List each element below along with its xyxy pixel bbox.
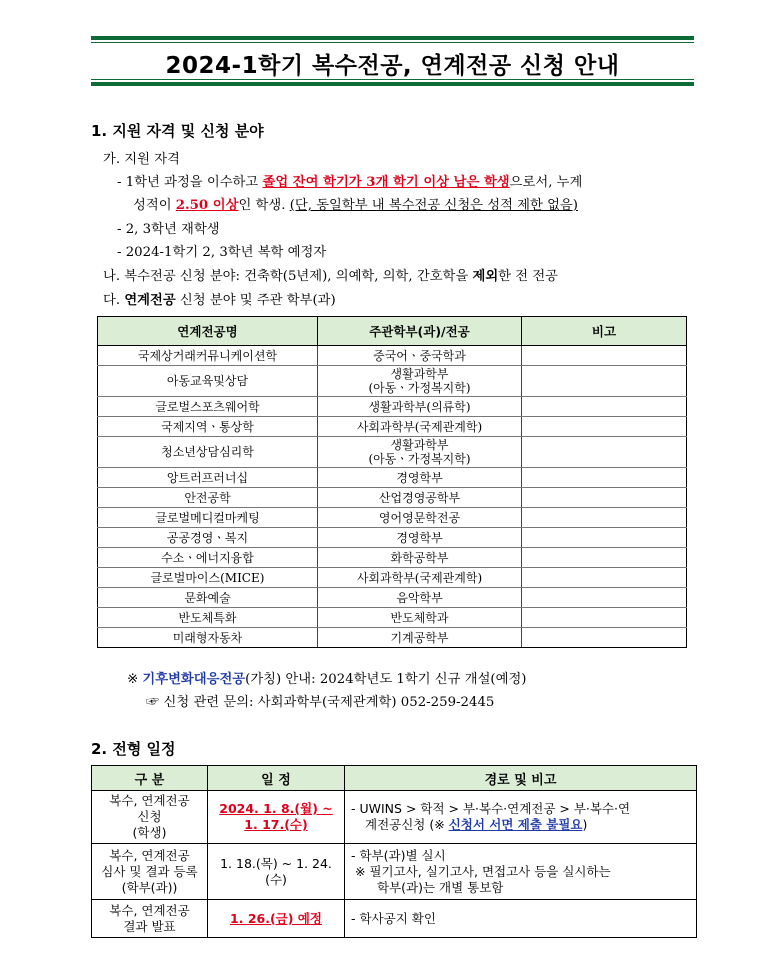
header-remarks: 비고: [522, 317, 687, 346]
highlight-remaining-semesters: 졸업 잔여 학기가 3개 학기 이상 남은 학생: [262, 175, 510, 190]
climate-major-note: [127, 668, 526, 687]
table-row: [98, 437, 687, 468]
text: - 1학년 과정을 이수하고: [117, 175, 263, 190]
text: - 학부(과)별 실시: [351, 847, 446, 863]
cell-department: 기계공학부: [318, 628, 522, 648]
note-mark: ※: [127, 672, 143, 687]
table-row: [92, 900, 697, 938]
cell-major-name: 글로벌스포츠웨어학: [98, 397, 318, 417]
cell-department: 사회과학부(국제관계학): [318, 568, 522, 588]
table-row: [98, 628, 687, 648]
text: 으로서, 누계: [509, 175, 583, 190]
gpa-exception-note: (단, 동일학부 내 복수전공 신청은 성적 제한 없음): [289, 198, 578, 213]
cell-department: 화학공학부: [318, 548, 522, 568]
qualification-2: - 2, 3학년 재학생: [117, 222, 220, 237]
title-banner: [91, 36, 694, 86]
title-bottom-bar: [91, 82, 694, 86]
text: 계전공신청 (※: [365, 817, 449, 832]
sub-heading-da: [103, 289, 336, 308]
table-row: [98, 528, 687, 548]
cell-major-name: 수소ㆍ에너지융합: [98, 548, 318, 568]
table-row: [98, 548, 687, 568]
text: 한 전 전공: [498, 269, 559, 284]
title-top-thin-bar: [91, 42, 694, 43]
table-row: [98, 366, 687, 397]
cell-major-name: 글로벌메디컬마케팅: [98, 508, 318, 528]
cell-department: 경영학부: [318, 528, 522, 548]
highlight-gpa: 2.50 이상: [175, 198, 239, 213]
cell-remarks: [522, 468, 687, 488]
cell-remarks: [522, 508, 687, 528]
table-row: [98, 417, 687, 437]
table-header-row: [92, 766, 697, 791]
contact-note: ☞ 신청 관련 문의: 사회과학부(국제관계학) 052-259-2445: [146, 695, 495, 710]
title-bottom-thin-bar: [91, 79, 694, 80]
table-row: [98, 608, 687, 628]
table-row: [92, 791, 697, 844]
sub-heading-na: [103, 265, 558, 284]
page-title: 2024-1학기 복수전공, 연계전공 신청 안내: [165, 53, 620, 79]
cell-major-name: 반도체특화: [98, 608, 318, 628]
text: 다.: [103, 293, 125, 308]
excluded-emphasis: 제외: [472, 269, 499, 284]
linked-major-table: [97, 316, 687, 648]
table-header-row: [98, 317, 687, 346]
row3-note: - 학사공지 확인: [345, 900, 697, 938]
text: 나. 복수전공 신청 분야: 건축학(5년제), 의예학, 의학, 간호학을: [103, 269, 473, 284]
cell-department: 생활과학부 (아동ㆍ가정복지학): [318, 437, 522, 468]
cell-remarks: [522, 608, 687, 628]
table-row: [98, 468, 687, 488]
cell-major-name: 글로벌마이스(MICE): [98, 568, 318, 588]
cell-remarks: [522, 568, 687, 588]
text: - UWINS > 학적 > 부·복수·연계전공 > 부·복수·연: [351, 801, 631, 816]
cell-department: 영어영문학전공: [318, 508, 522, 528]
cell-major-name: 공공경영ㆍ복지: [98, 528, 318, 548]
row3-date: 1. 26.(금) 예정: [208, 900, 345, 938]
table-row: [98, 588, 687, 608]
cell-major-name: 앙트러프러너십: [98, 468, 318, 488]
text: [351, 817, 690, 833]
cell-department: 생활과학부 (아동ㆍ가정복지학): [318, 366, 522, 397]
no-paper-submission: 신청서 서면 제출 불필요: [448, 817, 583, 832]
qualification-1-line1: [117, 171, 582, 190]
schedule-table: [91, 765, 697, 938]
cell-major-name: 아동교육및상담: [98, 366, 318, 397]
cell-department: 사회과학부(국제관계학): [318, 417, 522, 437]
table-row: [98, 346, 687, 366]
qualification-1-line2: [133, 194, 578, 213]
row1-label: 복수, 연계전공 신청 (학생): [92, 791, 208, 844]
cell-major-name: 안전공학: [98, 488, 318, 508]
text: ): [582, 817, 588, 832]
cell-major-name: 문화예술: [98, 588, 318, 608]
cell-remarks: [522, 628, 687, 648]
table-row: [98, 397, 687, 417]
cell-remarks: [522, 417, 687, 437]
row1-date: 2024. 1. 8.(월) ~ 1. 17.(수): [208, 791, 345, 844]
cell-remarks: [522, 346, 687, 366]
cell-department: 음악학부: [318, 588, 522, 608]
table-row: [92, 844, 697, 900]
qualification-3: - 2024-1학기 2, 3학년 복학 예정자: [117, 245, 327, 260]
row1-note: [345, 791, 697, 844]
text: ※ 필기고사, 실기고사, 면접고사 등을 실시하는: [355, 863, 611, 879]
cell-major-name: 국제상거래커뮤니케이션학: [98, 346, 318, 366]
text: (가칭) 안내: 2024학년도 1학기 신규 개설(예정): [245, 672, 527, 687]
cell-department: 반도체학과: [318, 608, 522, 628]
cell-department: 산업경영공학부: [318, 488, 522, 508]
text: 성적이: [133, 198, 176, 213]
linked-major-emphasis: 연계전공: [124, 293, 176, 308]
header-major-name: 연계전공명: [98, 317, 318, 346]
header-schedule: 일 정: [208, 766, 345, 791]
climate-major-name: 기후변화대응전공: [142, 672, 246, 687]
cell-remarks: [522, 366, 687, 397]
cell-remarks: [522, 488, 687, 508]
cell-major-name: 청소년상담심리학: [98, 437, 318, 468]
header-route-remarks: 경로 및 비고: [345, 766, 697, 791]
header-department: 주관학부(과)/전공: [318, 317, 522, 346]
cell-department: 생활과학부(의류학): [318, 397, 522, 417]
text: 학부(과)는 개별 통보함: [377, 879, 504, 895]
table-row: [98, 568, 687, 588]
row2-label: 복수, 연계전공 심사 및 결과 등록 (학부(과)): [92, 844, 208, 900]
row3-label: 복수, 연계전공 결과 발표: [92, 900, 208, 938]
cell-remarks: [522, 437, 687, 468]
cell-major-name: 국제지역ㆍ통상학: [98, 417, 318, 437]
cell-remarks: [522, 588, 687, 608]
cell-department: 경영학부: [318, 468, 522, 488]
sub-heading-ga: 가. 지원 자격: [103, 152, 180, 167]
cell-department: 중국어ㆍ중국학과: [318, 346, 522, 366]
cell-major-name: 미래형자동차: [98, 628, 318, 648]
table-row: [98, 508, 687, 528]
text: 신청 분야 및 주관 학부(과): [175, 293, 336, 308]
title-top-bar: [91, 36, 694, 40]
text: 인 학생.: [238, 198, 290, 213]
cell-remarks: [522, 548, 687, 568]
table-row: [98, 488, 687, 508]
section1-heading: 1. 지원 자격 및 신청 분야: [91, 122, 264, 140]
section2-heading: 2. 전형 일정: [91, 740, 176, 758]
row2-note: [345, 844, 697, 900]
cell-remarks: [522, 397, 687, 417]
header-category: 구 분: [92, 766, 208, 791]
row2-date: 1. 18.(목) ~ 1. 24.(수): [208, 844, 345, 900]
cell-remarks: [522, 528, 687, 548]
